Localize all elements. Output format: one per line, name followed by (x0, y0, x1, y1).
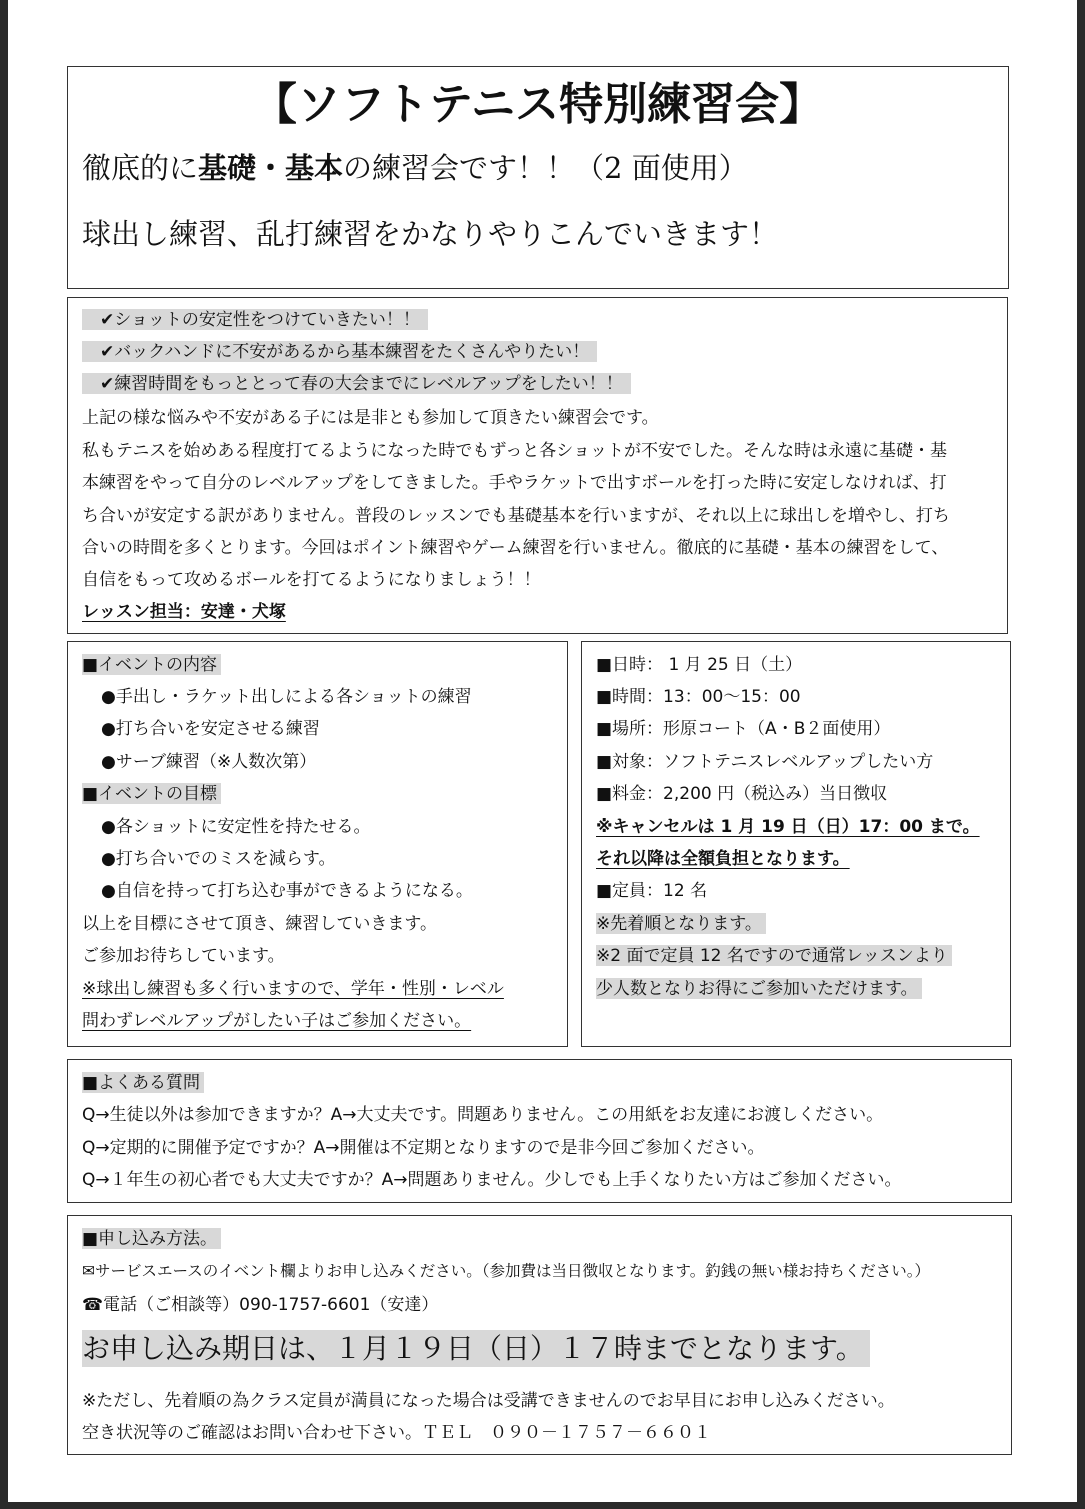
detail-note: 少人数となりお得にご参加いただけます。 (596, 979, 922, 999)
check-text: ✔練習時間をもっととって春の大会までにレベルアップをしたい！！ (82, 373, 631, 394)
event-goal-item: ●各ショットに安定性を持たせる。 (101, 817, 371, 837)
faq-heading: ■よくある質問 (82, 1073, 204, 1093)
check-item (82, 342, 597, 362)
check-text: ✔ショットの安定性をつけていきたい！！ (82, 309, 428, 330)
intro-line: 上記の様な悩みや不安がある子には是非とも参加して頂きたい練習会です。 (82, 408, 659, 428)
intro-line: 私もテニスを始めある程度打てるようになった時でもずっと各ショットが不安でした。そんな時は永遠に基礎・基 (82, 441, 947, 461)
page-title: 【ソフトテニス特別練習会】 (252, 79, 824, 130)
details-box (581, 641, 1011, 1047)
detail-cancel: それ以降は全額負担となります。 (596, 849, 850, 869)
event-content-item: ●サーブ練習（※人数次第） (101, 752, 317, 772)
detail-fee: ■料金：2,200 円（税込み）当日徴収 (596, 784, 888, 804)
coach-line: レッスン担当：安達・犬塚 (82, 602, 286, 622)
event-content-item: ●打ち合いを安定させる練習 (101, 719, 320, 739)
subtitle-post: の練習会です！！（2 面使用） (343, 151, 748, 185)
detail-note: ※2 面で定員 12 名ですので通常レッスンより (596, 946, 952, 966)
event-note: ※球出し練習も多く行いますので、学年・性別・レベル (82, 979, 504, 999)
apply-note: ※ただし、先着順の為クラス定員が満員になった場合は受講できませんのでお早目にお申し込みください。 (82, 1391, 895, 1411)
detail-time: ■時間：13：00～15：00 (596, 687, 801, 707)
apply-deadline: お申し込み期日は、１月１９日（日）１７時までとなります。 (82, 1332, 870, 1366)
apply-heading: ■申し込み方法。 (82, 1229, 221, 1249)
tagline: 球出し練習、乱打練習をかなりやりこんでいきます！ (82, 217, 779, 251)
detail-cancel: ※キャンセルは 1 月 19 日（日）17：00 まで。 (596, 817, 980, 837)
event-note: 問わずレベルアップがしたい子はご参加ください。 (82, 1011, 472, 1031)
apply-note: 空き状況等のご確認はお問い合わせ下さい。ＴＥＬ ０９０－１７５７－６６０１ (82, 1423, 711, 1443)
flyer-page (8, 0, 1077, 1502)
intro-line: 自信をもって攻めるボールを打てるようになりましょう！！ (82, 570, 541, 590)
event-closing: ご参加お待ちしています。 (82, 946, 285, 966)
faq-item: Q→生徒以外は参加できますか？A→大丈夫です。問題ありません。この用紙をお友達にお渡しください。 (82, 1105, 884, 1125)
detail-capacity: ■定員：12 名 (596, 881, 708, 901)
check-item (82, 374, 631, 394)
detail-note: ※先着順となります。 (596, 914, 766, 934)
subtitle-bold: 基礎・基本 (198, 151, 344, 185)
event-closing: 以上を目標にさせて頂き、練習していきます。 (82, 914, 437, 934)
faq-box (67, 1059, 1012, 1203)
event-goal-item: ●打ち合いでのミスを減らす。 (101, 849, 336, 869)
check-item (82, 310, 428, 330)
event-content-item: ●手出し・ラケット出しによる各ショットの練習 (101, 687, 472, 707)
faq-item: Q→１年生の初心者でも大丈夫ですか？A→問題ありません。少しでも上手くなりたい方はご参加ください。 (82, 1170, 902, 1190)
apply-mail: ✉サービスエースのイベント欄よりお申し込みください。（参加費は当日徴収となります。釣銭の無い様お持ちください。） (82, 1262, 930, 1280)
detail-date: ■日時： 1 月 25 日（土） (596, 655, 803, 675)
intro-line: ち合いが安定する訳がありません。普段のレッスンでも基礎基本を行いますが、それ以上に球出しを増やし、打ち (82, 506, 950, 526)
title-box (67, 66, 1009, 289)
detail-place: ■場所：形原コート（A・B２面使用） (596, 719, 891, 739)
subtitle-pre: 徹底的に (82, 151, 199, 185)
event-goal-item: ●自信を持って打ち込む事ができるようになる。 (101, 881, 473, 901)
apply-box (67, 1215, 1012, 1455)
intro-line: 本練習をやって自分のレベルアップをしてきました。手やラケットで出すボールを打った時に安定しなければ、打 (82, 473, 947, 493)
event-box (67, 641, 568, 1047)
check-text: ✔バックハンドに不安があるから基本練習をたくさんやりたい！ (82, 341, 597, 362)
apply-phone: ☎電話（ご相談等）090-1757-6601（安達） (82, 1295, 439, 1315)
event-content-heading: ■イベントの内容 (82, 655, 221, 675)
faq-item: Q→定期的に開催予定ですか？A→開催は不定期となりますので是非今回ご参加ください。 (82, 1138, 765, 1158)
intro-line: 合いの時間を多くとります。今回はポイント練習やゲーム練習を行いません。徹底的に基礎・基本の練習をして、 (82, 538, 949, 558)
event-goal-heading: ■イベントの目標 (82, 784, 221, 804)
subtitle (82, 151, 748, 186)
detail-target: ■対象：ソフトテニスレベルアップしたい方 (596, 752, 934, 772)
intro-box (67, 297, 1008, 634)
